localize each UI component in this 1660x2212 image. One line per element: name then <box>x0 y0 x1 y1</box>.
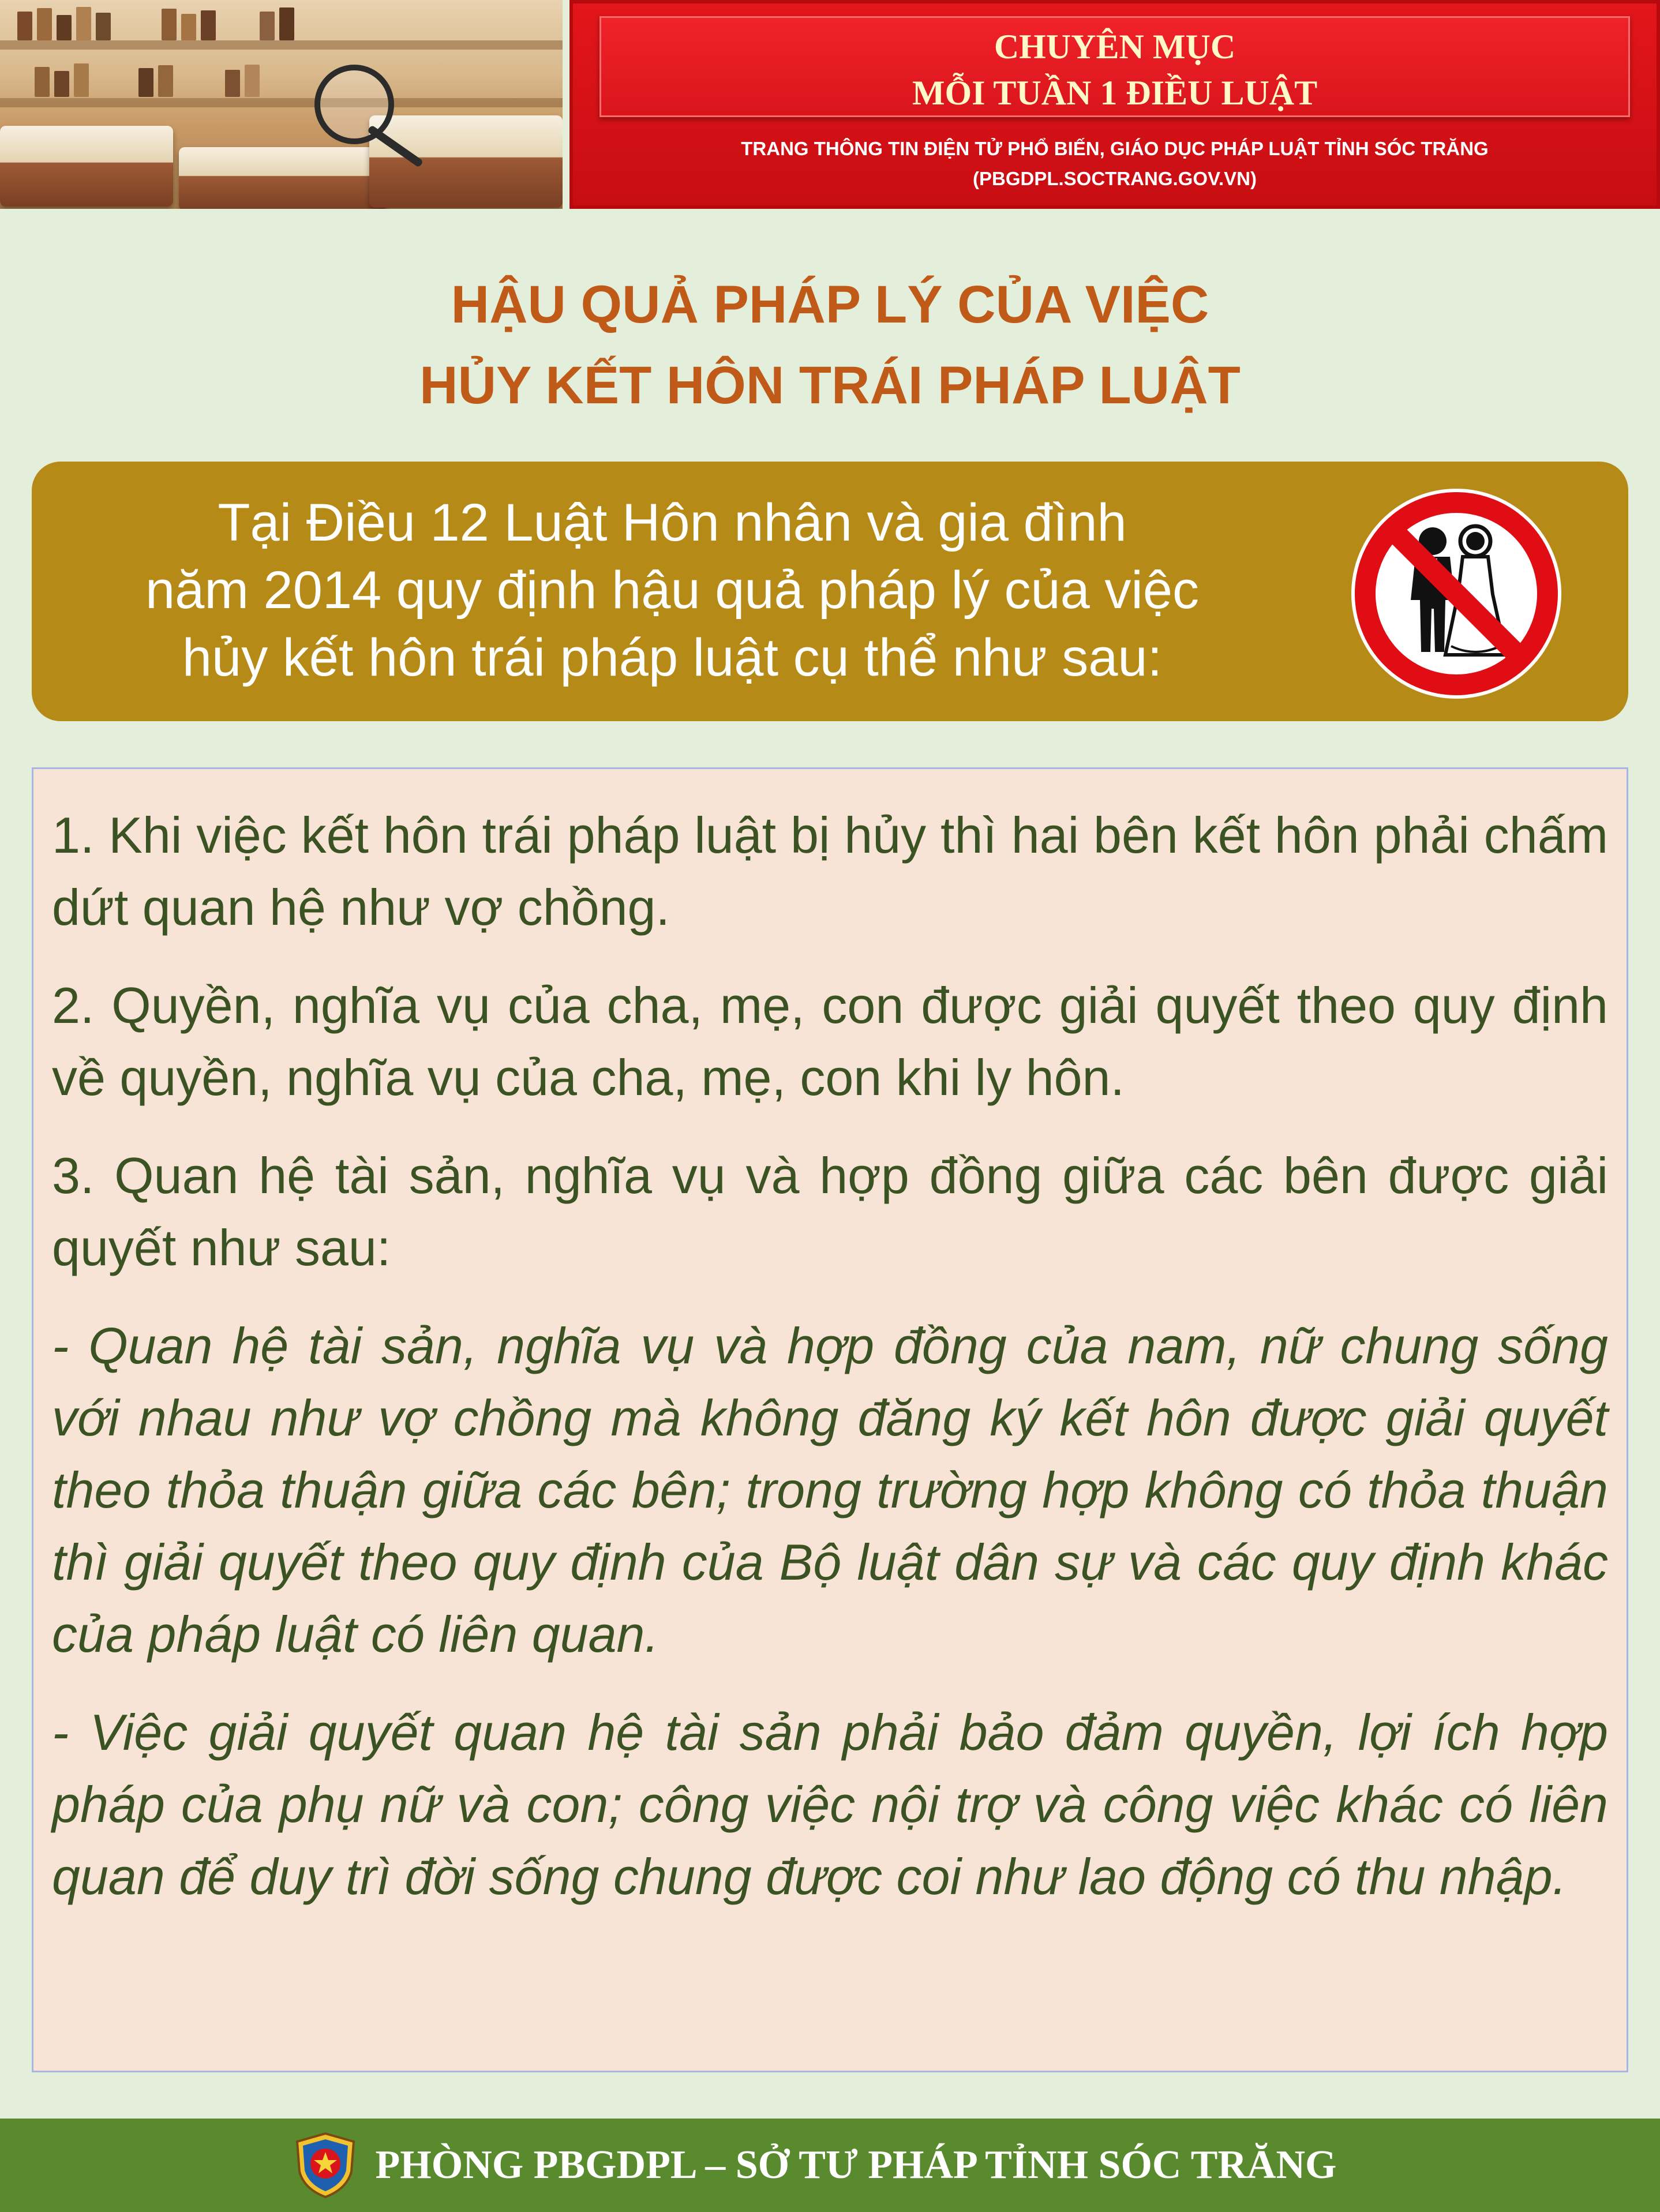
paragraph-4: - Quan hệ tài sản, nghĩa vụ và hợp đồng của nam, nữ chung sống với nhau như vợ chồng mà không đăng ký kết hôn được giải quyết theo thỏa thuận giữa các bên; trong trường hợp không có thỏa thuận thì giải quyết theo quy định của Bộ luật dân sự và các quy định khác của pháp luật có liên quan. <box>52 1317 1608 1663</box>
bookshelf-row <box>17 6 340 40</box>
column-title-line2: MỖI TUẦN 1 ĐIỀU LUẬT <box>912 74 1318 112</box>
paragraph-5: - Việc giải quyết quan hệ tài sản phải bảo đảm quyền, lợi ích hợp pháp của phụ nữ và con; công việc nội trợ và công việc khác có liên quan để duy trì đời sống chung được coi như lao động có thu nhập. <box>52 1704 1608 1905</box>
open-book <box>179 147 387 209</box>
intro-box <box>32 462 1628 721</box>
paragraph-3: 3. Quan hệ tài sản, nghĩa vụ và hợp đồng giữa các bên được giải quyết như sau: <box>52 1147 1608 1276</box>
content-box <box>32 767 1628 2072</box>
column-title-line1: CHUYÊN MỤC <box>994 28 1236 66</box>
intro-text <box>78 489 1266 692</box>
bookshelf-row <box>35 62 335 97</box>
page-title-line1: HẬU QUẢ PHÁP LÝ CỦA VIỆC <box>451 275 1209 334</box>
page-title <box>0 264 1660 426</box>
no-marriage-icon <box>1347 485 1565 703</box>
intro-line1: Tại Điều 12 Luật Hôn nhân và gia đình <box>218 493 1127 552</box>
paragraph-1: 1. Khi việc kết hôn trái pháp luật bị hủy thì hai bên kết hôn phải chấm dứt quan hệ như vợ chồng. <box>52 807 1608 936</box>
page-title-line2: HỦY KẾT HÔN TRÁI PHÁP LUẬT <box>419 356 1241 415</box>
book-stack-right <box>369 115 563 208</box>
footer <box>0 2119 1660 2212</box>
footer-text: PHÒNG PBGDPL – SỞ TƯ PHÁP TỈNH SÓC TRĂNG <box>375 2143 1337 2187</box>
intro-line3: hủy kết hôn trái pháp luật cụ thể như sau: <box>182 628 1163 687</box>
book-stack-left <box>0 126 173 207</box>
header-library-photo <box>0 0 563 209</box>
column-title-box <box>599 16 1630 117</box>
header-banner <box>569 0 1660 209</box>
site-name: TRANG THÔNG TIN ĐIỆN TỬ PHỔ BIẾN, GIÁO DỤC PHÁP LUẬT TỈNH SÓC TRĂNG <box>741 138 1489 159</box>
intro-line2: năm 2014 quy định hậu quả pháp lý của việc <box>145 561 1199 620</box>
site-info <box>569 134 1660 194</box>
site-url: (PBGDPL.SOCTRANG.GOV.VN) <box>973 168 1257 189</box>
paragraph-2: 2. Quyền, nghĩa vụ của cha, mẹ, con được giải quyết theo quy định về quyền, nghĩa vụ của cha, mẹ, con khi ly hôn. <box>52 977 1608 1106</box>
